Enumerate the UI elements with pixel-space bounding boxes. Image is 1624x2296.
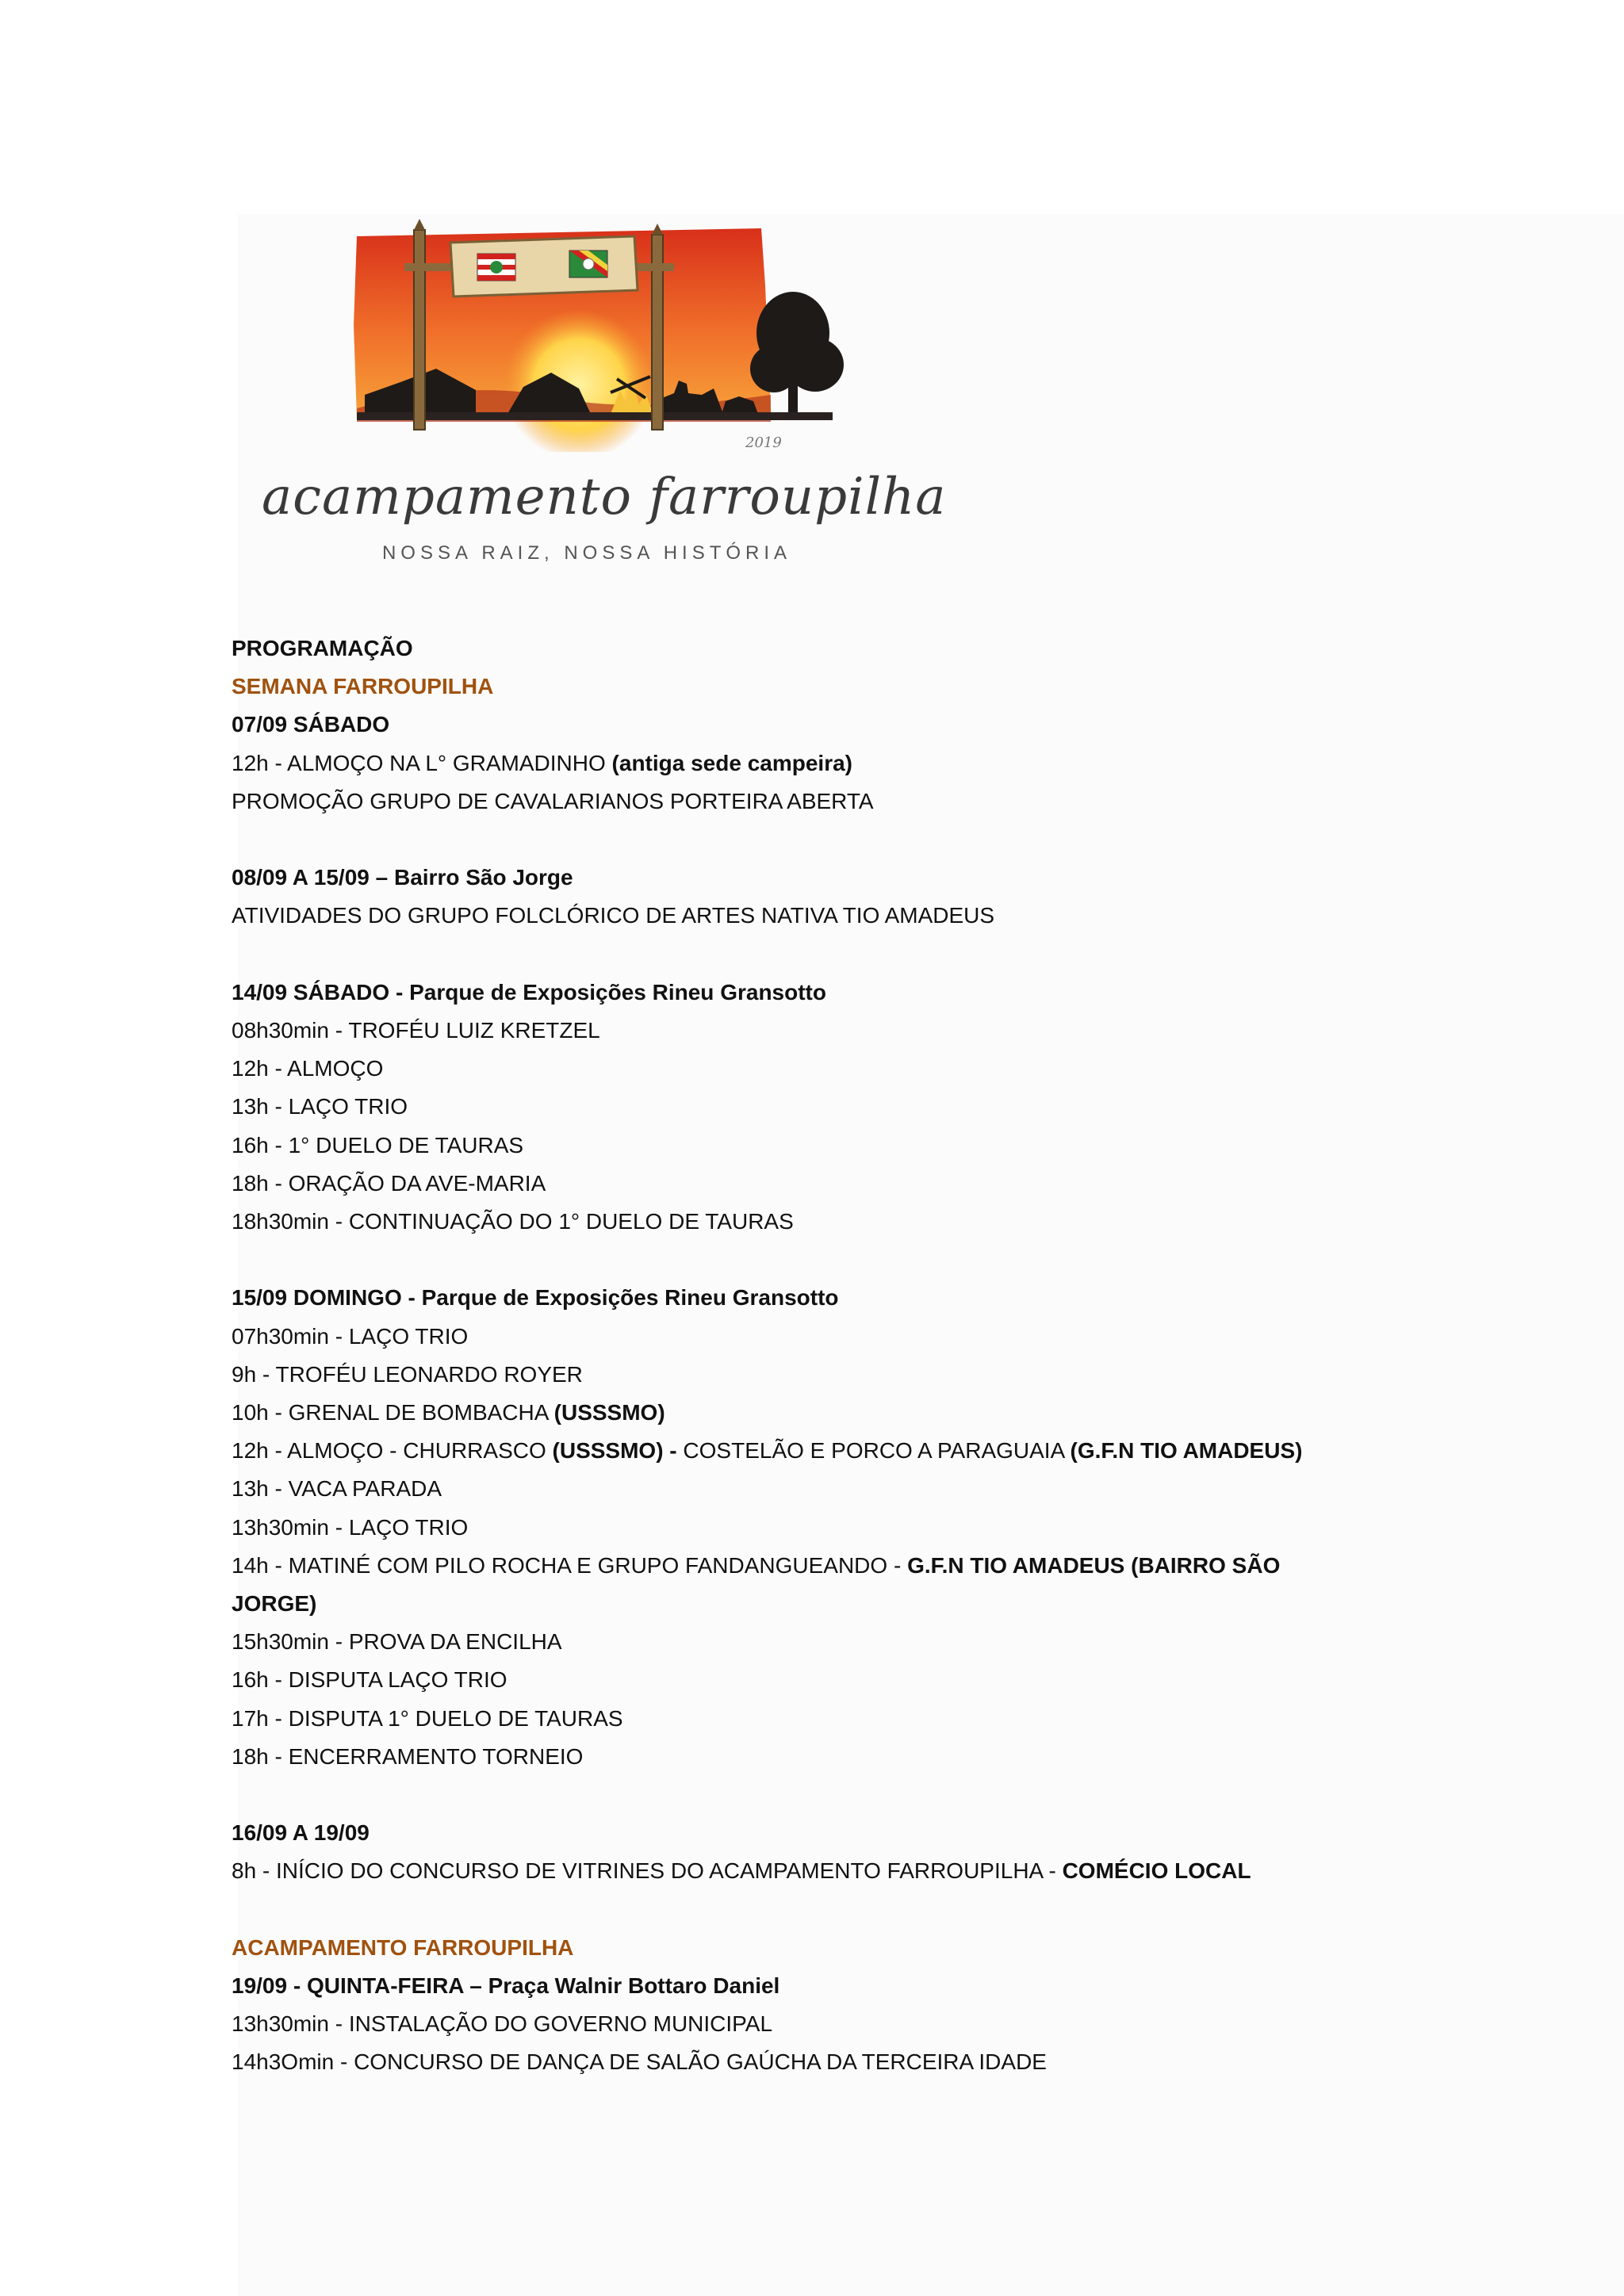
program-content — [232, 629, 1421, 2082]
spacer — [232, 936, 1421, 974]
day-title-1909: 19/09 - QUINTA-FEIRA – Praça Walnir Bottaro Daniel — [232, 1973, 780, 1999]
item-text: 14h - MATINÉ COM PILO ROCHA E GRUPO FANDANGUEANDO - — [232, 1552, 908, 1578]
item-organizer: (USSSMO) - — [552, 1438, 677, 1464]
logo-flag-right — [569, 251, 607, 277]
item-text: 10h - GRENAL DE BOMBACHA — [232, 1400, 554, 1425]
schedule-item: 9h - TROFÉU LEONARDO ROYER — [232, 1361, 583, 1387]
spacer — [232, 1776, 1421, 1814]
item-note: (antiga sede campeira) — [611, 750, 852, 775]
schedule-item — [232, 1547, 1421, 1585]
logo-tagline: NOSSA RAIZ, NOSSA HISTÓRIA — [381, 542, 792, 564]
schedule-item: 08h30min - TROFÉU LUIZ KRETZEL — [232, 1018, 600, 1043]
item-organizer: G.F.N TIO AMADEUS (BAIRRO SÃO — [907, 1552, 1281, 1578]
logo-flag-left — [477, 254, 515, 281]
schedule-item: 14h3Omin - CONCURSO DE DANÇA DE SALÃO GAÚCHA DA TERCEIRA IDADE — [232, 2049, 1047, 2075]
schedule-item: 18h - ORAÇÃO DA AVE-MARIA — [232, 1170, 546, 1196]
schedule-item: 18h30min - CONTINUAÇÃO DO 1° DUELO DE TAURAS — [232, 1209, 794, 1234]
item-text: 12h - ALMOÇO - CHURRASCO — [232, 1438, 553, 1464]
schedule-item: 13h - LAÇO TRIO — [232, 1094, 408, 1119]
event-logo — [238, 214, 947, 587]
schedule-item: 12h - ALMOÇO — [232, 1056, 384, 1081]
schedule-item: 17h - DISPUTA 1° DUELO DE TAURAS — [232, 1705, 623, 1731]
item-text: COSTELÃO E PORCO A PARAGUAIA — [676, 1438, 1071, 1464]
schedule-item — [232, 1432, 1421, 1470]
item-organizer: (G.F.N TIO AMADEUS) — [1070, 1438, 1303, 1464]
section-title-semana: SEMANA FARROUPILHA — [232, 674, 494, 699]
schedule-item — [232, 1852, 1421, 1890]
item-organizer: (USSSMO) — [553, 1400, 665, 1425]
program-heading: PROGRAMAÇÃO — [232, 636, 413, 660]
schedule-item: 13h - VACA PARADA — [232, 1476, 442, 1502]
spacer — [232, 1241, 1421, 1279]
logo-artwork — [238, 214, 920, 452]
day-title-0809-1509: 08/09 A 15/09 – Bairro São Jorge — [232, 865, 573, 890]
schedule-item: 15h30min - PROVA DA ENCILHA — [232, 1629, 562, 1655]
schedule-item — [232, 1394, 1421, 1432]
schedule-item: ATIVIDADES DO GRUPO FOLCLÓRICO DE ARTES NATIVA TIO AMADEUS — [232, 903, 995, 928]
schedule-item-continuation: JORGE) — [232, 1591, 317, 1617]
schedule-item: 16h - DISPUTA LAÇO TRIO — [232, 1667, 508, 1693]
day-title-1509: 15/09 DOMINGO - Parque de Exposições Rineu Gransotto — [232, 1285, 839, 1311]
schedule-item — [232, 744, 1421, 783]
spacer — [232, 821, 1421, 859]
item-text: 8h - INÍCIO DO CONCURSO DE VITRINES DO ACAMPAMENTO FARROUPILHA - — [232, 1858, 1063, 1884]
day-title-1609-1909: 16/09 A 19/09 — [232, 1820, 370, 1846]
item-organizer: COMÉCIO LOCAL — [1062, 1858, 1251, 1884]
logo-signature: 2019 — [745, 434, 782, 451]
schedule-item: 16h - 1° DUELO DE TAURAS — [232, 1132, 524, 1158]
day-title-1409: 14/09 SÁBADO - Parque de Exposições Rineu Gransotto — [232, 979, 826, 1004]
spacer — [232, 1891, 1421, 1929]
item-text: 12h - ALMOÇO NA L° GRAMADINHO — [232, 750, 612, 775]
schedule-item: 07h30min - LAÇO TRIO — [232, 1323, 469, 1349]
schedule-item: 13h30min - INSTALAÇÃO DO GOVERNO MUNICIPAL — [232, 2011, 773, 2037]
day-title-0709: 07/09 SÁBADO — [232, 712, 390, 737]
schedule-item: 18h - ENCERRAMENTO TORNEIO — [232, 1743, 584, 1769]
logo-gate-post-left — [414, 230, 425, 430]
section-title-acampamento: ACAMPAMENTO FARROUPILHA — [232, 1934, 574, 1960]
logo-name: acampamento farroupilha — [262, 468, 947, 526]
schedule-item: 13h30min - LAÇO TRIO — [232, 1514, 469, 1540]
schedule-item: PROMOÇÃO GRUPO DE CAVALARIANOS PORTEIRA ABERTA — [232, 788, 874, 813]
